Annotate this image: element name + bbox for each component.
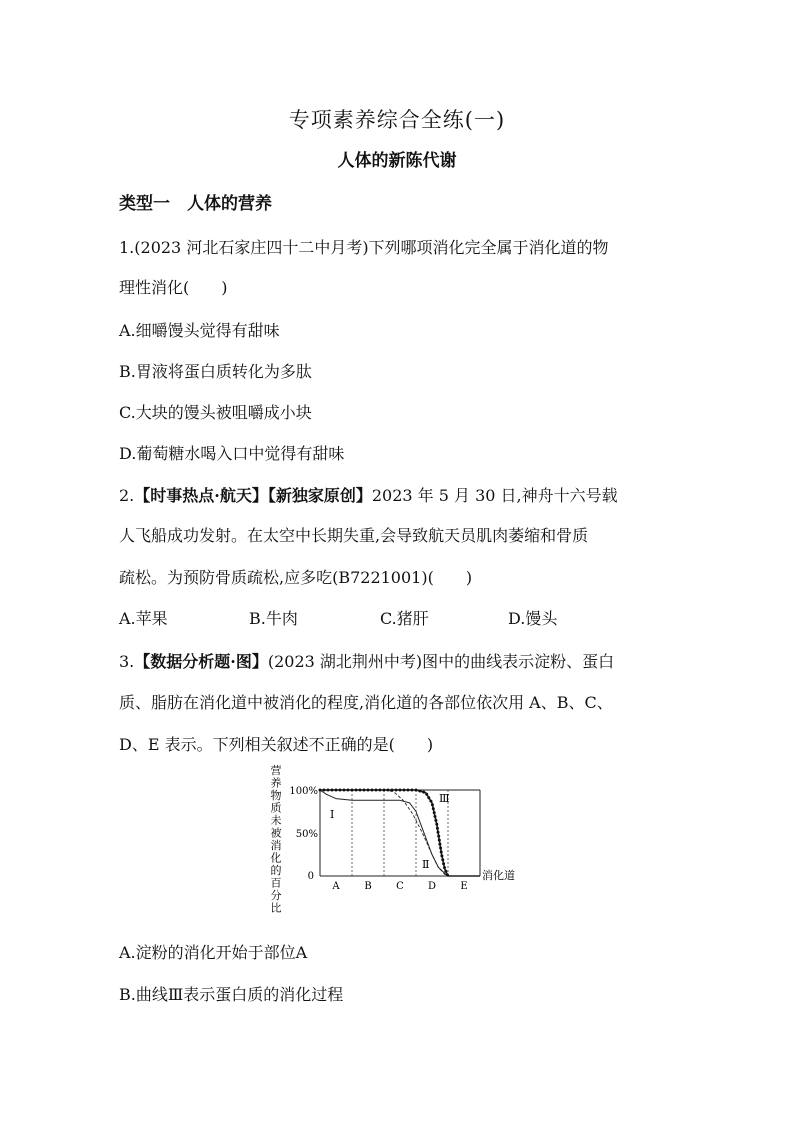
chart-x-tick-label: A bbox=[332, 881, 340, 892]
chart-y-label-char: 化 bbox=[270, 851, 282, 865]
chart-y-tick-0: 0 bbox=[307, 871, 314, 882]
q3-option-b: B.曲线Ⅲ表示蛋白质的消化过程 bbox=[119, 985, 344, 1004]
chart-series-3-dot bbox=[422, 791, 425, 794]
chart-series-3-dot bbox=[319, 789, 322, 792]
chart-series-3-dot bbox=[443, 866, 446, 869]
chart-series-3-dot bbox=[399, 789, 402, 792]
chart-series-3-dot bbox=[441, 858, 444, 861]
chart-y-label-char: 质 bbox=[270, 801, 282, 815]
q3-stem-line2: 质、脂肪在消化道中被消化的程度,消化道的各部位依次用 A、B、C、 bbox=[119, 693, 613, 712]
chart-series-3-dot bbox=[446, 874, 449, 877]
chart-series-3-dot bbox=[444, 870, 447, 873]
chart-x-axis-label: 消化道 bbox=[482, 869, 515, 882]
chart-series-3-dot bbox=[355, 789, 358, 792]
page-title: 专项素养综合全练(一) bbox=[288, 108, 506, 132]
chart-series-3-dot bbox=[427, 796, 430, 799]
chart-y-label-char: 未 bbox=[270, 814, 282, 827]
chart-series-3-dot bbox=[327, 789, 330, 792]
chart-series-3-dot bbox=[331, 789, 334, 792]
page-subtitle: 人体的新陈代谢 bbox=[337, 151, 457, 171]
chart-series-3-dot bbox=[434, 815, 437, 818]
q3-stem-line1 bbox=[119, 649, 614, 672]
series-label-2: Ⅱ bbox=[422, 858, 430, 871]
chart-series-3-dot bbox=[359, 789, 362, 792]
chart-series-3-dot bbox=[367, 789, 370, 792]
q2-option-b: B.牛肉 bbox=[249, 609, 298, 628]
digestion-chart bbox=[262, 760, 532, 930]
chart-series-3-dot bbox=[434, 819, 437, 822]
q2-stem-line3: 疏松。为预防骨质疏松,应多吃(B7221001)( ) bbox=[119, 568, 473, 587]
q3-tag: 【数据分析题·图】 bbox=[134, 652, 268, 671]
chart-series-3-dot bbox=[435, 823, 438, 826]
q2-tag-original: 【新独家原创】 bbox=[267, 486, 372, 505]
chart-x-tick-label: D bbox=[427, 881, 437, 892]
q2-option-c: C.猪肝 bbox=[380, 609, 429, 628]
chart-series-3-dot bbox=[363, 789, 366, 792]
q2-stem-line2: 人飞船成功发射。在太空中长期失重,会导致航天员肌肉萎缩和骨质 bbox=[119, 526, 589, 545]
chart-series-3-dot bbox=[403, 789, 406, 792]
q1-option-a: A.细嚼馒头觉得有甜味 bbox=[119, 321, 280, 340]
chart-x-tick-label: B bbox=[364, 881, 372, 892]
chart-series-3-dot bbox=[391, 789, 394, 792]
chart-y-tick-100: 100% bbox=[289, 786, 318, 797]
q3-stem-line3: D、E 表示。下列相关叙述不正确的是( ) bbox=[119, 735, 434, 754]
series-label-3: Ⅲ bbox=[439, 792, 450, 805]
chart-series-3-dot bbox=[418, 790, 421, 793]
q1-stem-line1: 1.(2023 河北石家庄四十二中月考)下列哪项消化完全属于消化道的物 bbox=[119, 238, 609, 257]
chart-series-3-dot bbox=[371, 789, 374, 792]
q2-stem-line1 bbox=[119, 483, 618, 506]
chart-series-1-line bbox=[320, 790, 480, 876]
chart-series-3-dot bbox=[411, 789, 414, 792]
q1-option-b: B.胃液将蛋白质转化为多肽 bbox=[119, 362, 312, 381]
chart-series-3-dot bbox=[439, 847, 442, 850]
q2-number: 2. bbox=[119, 486, 135, 505]
chart-y-label-char: 的 bbox=[270, 864, 282, 877]
chart-series-3-dot bbox=[415, 789, 418, 792]
chart-y-label-char: 养 bbox=[270, 776, 282, 790]
chart-series-3-dot bbox=[379, 789, 382, 792]
chart-y-label-char: 营 bbox=[270, 764, 282, 777]
chart-y-label-char: 被 bbox=[270, 826, 282, 840]
q2-option-a: A.苹果 bbox=[119, 609, 168, 628]
q2-tag-hot-topic: 【时事热点·航天】 bbox=[134, 486, 268, 505]
chart-x-tick-label: C bbox=[396, 881, 404, 892]
chart-series-3-dot bbox=[425, 793, 428, 796]
chart-series-3-dot bbox=[347, 789, 350, 792]
chart-y-axis-label bbox=[271, 763, 282, 915]
q1-option-d: D.葡萄糖水喝入口中觉得有甜味 bbox=[119, 444, 345, 463]
chart-series-3-dot bbox=[440, 851, 443, 854]
chart-y-label-char: 比 bbox=[270, 901, 282, 915]
q3-number: 3. bbox=[119, 652, 135, 671]
chart-x-tick-label: E bbox=[460, 881, 468, 892]
chart-series-3-dot bbox=[437, 835, 440, 838]
series-label-1: Ⅰ bbox=[330, 808, 335, 821]
chart-y-tick-50: 50% bbox=[295, 829, 318, 840]
chart-series-3-dot bbox=[383, 789, 386, 792]
chart-y-label-char: 分 bbox=[270, 889, 282, 902]
chart-series-3-dot bbox=[323, 789, 326, 792]
chart-series-3-dot bbox=[440, 854, 443, 857]
q3-option-a: A.淀粉的消化开始于部位A bbox=[119, 943, 308, 962]
chart-series-3-dot bbox=[387, 789, 390, 792]
chart-series-3-dot bbox=[339, 789, 342, 792]
chart-y-label-char: 百 bbox=[270, 876, 282, 890]
q2-option-d: D.馒头 bbox=[508, 609, 558, 628]
chart-y-label-char: 消 bbox=[270, 839, 282, 852]
q1-stem-line2: 理性消化( ) bbox=[119, 278, 228, 297]
chart-series-3-dot bbox=[351, 789, 354, 792]
chart-series-3-dot bbox=[395, 789, 398, 792]
chart-series-3-dot bbox=[343, 789, 346, 792]
chart-y-label-char: 物 bbox=[270, 789, 282, 802]
chart-series-3-dot bbox=[429, 800, 432, 803]
section-heading: 类型一 人体的营养 bbox=[119, 194, 272, 214]
chart-series-2-line bbox=[320, 790, 480, 876]
chart-series-3-dot bbox=[433, 811, 436, 814]
q1-option-c: C.大块的馒头被咀嚼成小块 bbox=[119, 403, 312, 422]
chart-series-3-dot bbox=[432, 807, 435, 810]
chart-series-3-dot bbox=[442, 862, 445, 865]
chart-series-3-dot bbox=[437, 831, 440, 834]
q3-stem-text: (2023 湖北荆州中考)图中的曲线表示淀粉、蛋白 bbox=[267, 652, 615, 671]
chart-series-3-dot bbox=[431, 803, 434, 806]
chart-series-3-dot bbox=[438, 843, 441, 846]
chart-series-3-dot bbox=[438, 839, 441, 842]
q2-stem-text: 2023 年 5 月 30 日,神舟十六号载 bbox=[371, 486, 618, 505]
chart-series-3-dot bbox=[335, 789, 338, 792]
chart-series-3-dot bbox=[375, 789, 378, 792]
chart-series-3-dot bbox=[407, 789, 410, 792]
chart-series-3-line bbox=[320, 790, 480, 876]
chart-series-3-dot bbox=[436, 827, 439, 830]
